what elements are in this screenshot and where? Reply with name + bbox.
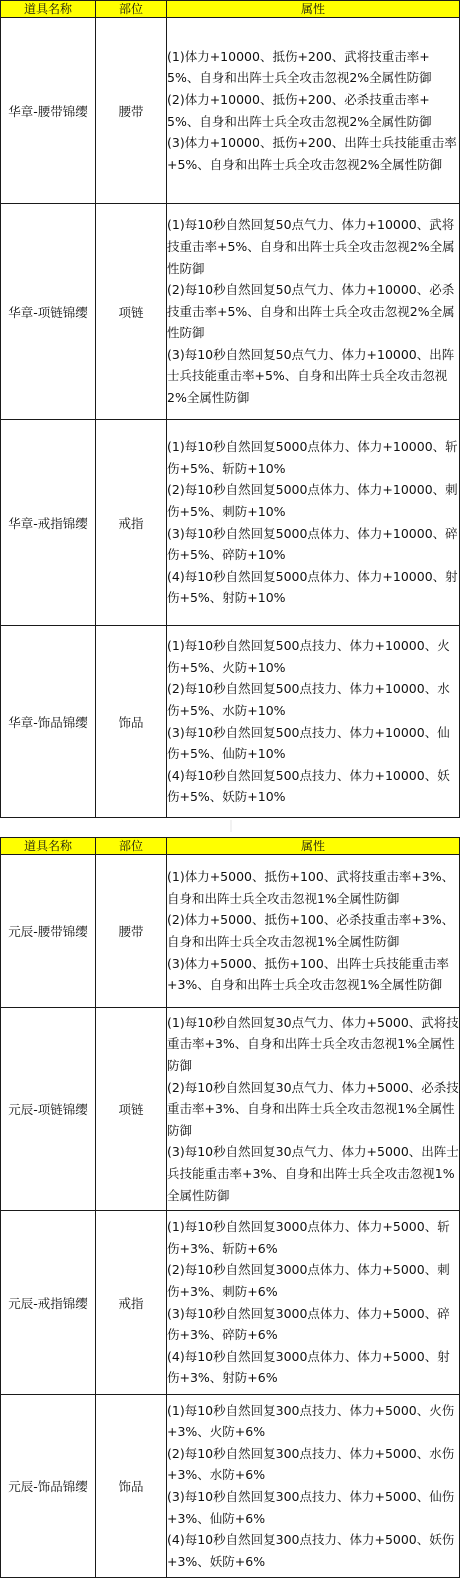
item-name: 华章-项链锦缨: [1, 204, 96, 420]
item-slot: 腰带: [96, 18, 167, 204]
table-row: [1, 1395, 460, 1578]
item-name: 华章-腰带锦缨: [1, 18, 96, 204]
attribute-line: (1)每10秒自然回复500点技力、体力+10000、火伤+5%、火防+10%: [167, 638, 450, 675]
item-name: 华章-饰品锦缨: [1, 626, 96, 818]
attribute-line: (1)体力+5000、抵伤+100、武将技重击率+3%、自身和出阵士兵全攻击忽视1%全属性防御: [167, 869, 455, 906]
item-slot: 项链: [96, 1008, 167, 1211]
item-attributes: [167, 204, 460, 420]
header-attributes: 属性: [167, 838, 460, 855]
table-header-row: [1, 1, 460, 18]
attribute-line: (3)每10秒自然回复50点气力、体力+10000、出阵士兵技能重击率+5%、自身和出阵士兵全攻击忽视2%全属性防御: [167, 346, 455, 406]
header-item-name: 道具名称: [1, 838, 96, 855]
item-attributes: [167, 1211, 460, 1395]
yuanchen-equipment-table: [0, 837, 460, 1578]
attribute-line: (4)每10秒自然回复500点技力、体力+10000、妖伤+5%、妖防+10%: [167, 767, 450, 805]
attribute-line: (4)每10秒自然回复300点技力、体力+5000、妖伤+3%、妖防+6%: [167, 1532, 455, 1569]
item-name: 元辰-饰品锦缨: [1, 1395, 96, 1578]
header-item-name: 道具名称: [1, 1, 96, 18]
table-row: [1, 420, 460, 626]
item-slot: 戒指: [96, 420, 167, 626]
item-name: 元辰-戒指锦缨: [1, 1211, 96, 1395]
attribute-line: (2)体力+10000、抵伤+200、必杀技重击率+5%、自身和出阵士兵全攻击忽视2%全属性防御: [167, 91, 432, 129]
item-slot: 饰品: [96, 1395, 167, 1578]
item-slot: 戒指: [96, 1211, 167, 1395]
separator-mark: [230, 820, 232, 832]
item-name: 元辰-项链锦缨: [1, 1008, 96, 1211]
table-row: [1, 1008, 460, 1211]
attribute-line: (3)每10秒自然回复3000点体力、体力+5000、碎伤+3%、碎防+6%: [167, 1305, 450, 1343]
attribute-line: (3)每10秒自然回复30点气力、体力+5000、出阵士兵技能重击率+3%、自身和出阵士兵全攻击忽视1%全属性防御: [167, 1144, 459, 1203]
attribute-line: (1)每10秒自然回复5000点体力、体力+10000、斩伤+5%、斩防+10%: [167, 439, 458, 476]
attribute-line: (2)每10秒自然回复500点技力、体力+10000、水伤+5%、水防+10%: [167, 681, 450, 718]
attribute-line: (2)每10秒自然回复3000点体力、体力+5000、刺伤+3%、刺防+6%: [167, 1262, 450, 1299]
attribute-line: (3)每10秒自然回复300点技力、体力+5000、仙伤+3%、仙防+6%: [167, 1489, 455, 1526]
item-attributes: [167, 1395, 460, 1578]
item-attributes: [167, 18, 460, 204]
table-row: [1, 18, 460, 204]
table-row: [1, 626, 460, 818]
attribute-line: (1)每10秒自然回复3000点体力、体力+5000、斩伤+3%、斩防+6%: [167, 1219, 450, 1256]
attribute-line: (2)每10秒自然回复300点技力、体力+5000、水伤+3%、水防+6%: [167, 1445, 455, 1483]
table-row: [1, 1211, 460, 1395]
attribute-line: (3)每10秒自然回复5000点体力、体力+10000、碎伤+5%、碎防+10%: [167, 525, 458, 563]
header-slot: 部位: [96, 838, 167, 855]
table-row: [1, 204, 460, 420]
item-attributes: [167, 855, 460, 1008]
item-attributes: [167, 1008, 460, 1211]
header-attributes: 属性: [167, 1, 460, 18]
attribute-line: (1)每10秒自然回复300点技力、体力+5000、火伤+3%、火防+6%: [167, 1402, 455, 1440]
header-slot: 部位: [96, 1, 167, 18]
attribute-line: (3)体力+10000、抵伤+200、出阵士兵技能重击率+5%、自身和出阵士兵全攻击忽视2%全属性防御: [167, 135, 457, 172]
attribute-line: (2)每10秒自然回复30点气力、体力+5000、必杀技重击率+3%、自身和出阵士兵全攻击忽视1%全属性防御: [167, 1079, 459, 1138]
attribute-line: (4)每10秒自然回复5000点体力、体力+10000、射伤+5%、射防+10%: [167, 568, 458, 606]
attribute-line: (3)每10秒自然回复500点技力、体力+10000、仙伤+5%、仙防+10%: [167, 724, 450, 762]
item-attributes: [167, 420, 460, 626]
attribute-line: (3)体力+5000、抵伤+100、出阵士兵技能重击率+3%、自身和出阵士兵全攻击忽视1%全属性防御: [167, 955, 449, 993]
attribute-line: (2)每10秒自然回复50点气力、体力+10000、必杀技重击率+5%、自身和出阵士兵全攻击忽视2%全属性防御: [167, 282, 455, 341]
item-attributes: [167, 626, 460, 818]
attribute-line: (4)每10秒自然回复3000点体力、体力+5000、射伤+3%、射防+6%: [167, 1348, 450, 1386]
attribute-line: (2)体力+5000、抵伤+100、必杀技重击率+3%、自身和出阵士兵全攻击忽视1%全属性防御: [167, 912, 455, 949]
attribute-line: (1)体力+10000、抵伤+200、武将技重击率+5%、自身和出阵士兵全攻击忽视2%全属性防御: [167, 48, 432, 86]
item-slot: 饰品: [96, 626, 167, 818]
attribute-line: (1)每10秒自然回复50点气力、体力+10000、武将技重击率+5%、自身和出阵士兵全攻击忽视2%全属性防御: [167, 217, 455, 276]
table-row: [1, 855, 460, 1008]
attribute-line: (2)每10秒自然回复5000点体力、体力+10000、刺伤+5%、刺防+10%: [167, 482, 458, 519]
item-slot: 项链: [96, 204, 167, 420]
attribute-line: (1)每10秒自然回复30点气力、体力+5000、武将技重击率+3%、自身和出阵士兵全攻击忽视1%全属性防御: [167, 1014, 459, 1074]
table-header-row: [1, 838, 460, 855]
item-name: 华章-戒指锦缨: [1, 420, 96, 626]
item-name: 元辰-腰带锦缨: [1, 855, 96, 1008]
table-separator: [0, 818, 463, 837]
item-slot: 腰带: [96, 855, 167, 1008]
